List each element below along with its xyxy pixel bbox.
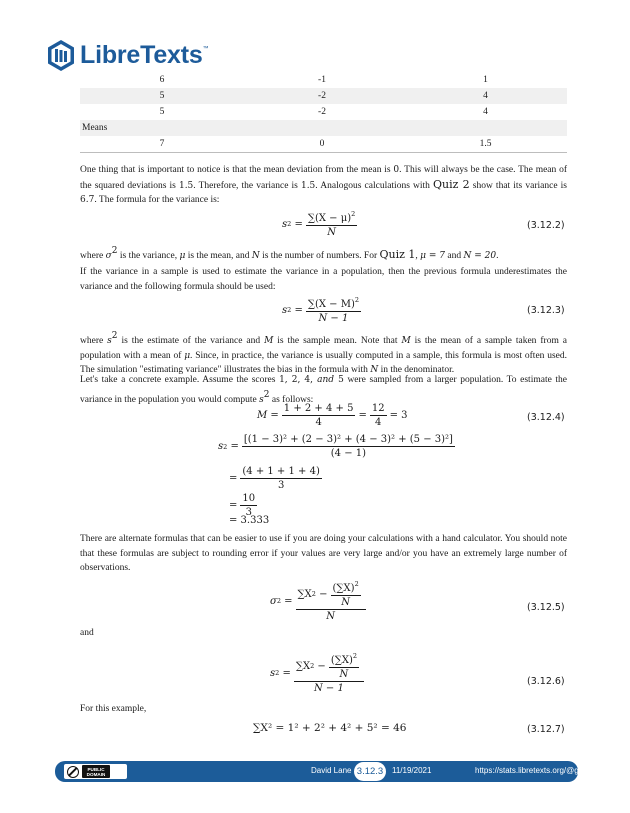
footer-page-number: 3.12.3 [354, 762, 386, 781]
paragraph-and: and [80, 628, 94, 638]
paragraph-for-this-example: For this example, [80, 704, 147, 714]
equation-sum-of-squares: ∑X² = 1² + 2² + 4² + 5² = 46 [253, 722, 407, 734]
quiz-1-link[interactable]: Quiz 1 [379, 248, 416, 261]
table-row [80, 104, 567, 120]
equation-variance-line-3: = $\frac{10}{3}$ [229, 493, 256, 518]
table-row-means [80, 120, 567, 136]
footer-bar [55, 761, 624, 782]
equation-variance-line-1: s 2 = $\frac{\text{[(1 − 3)² + (2 − 3)² + (4 − 3)² + (5 − 3)²]}}{(4 - 1)}$ [218, 434, 453, 459]
paragraph-variance-definition: where $\sigma^2$ is the variance, μ is the mean, and N is the number of numbers. For Quiz 1, μ = 7 and N = 20. [80, 246, 499, 261]
table-row [80, 88, 567, 104]
table-cell: 1 [483, 75, 488, 85]
equation-number: (3.12.2) [527, 220, 565, 231]
table-cell [400, 120, 567, 136]
footer-date: 11/19/2021 [392, 766, 432, 775]
equation-variance-line-2: = $\frac{(4 + 1 + 1 + 4)}{3}$ [229, 466, 320, 491]
equation-population-variance: s 2 = $\frac{\sum(X - \mu)^2}{N}$ [282, 210, 356, 238]
table-row [80, 136, 567, 152]
equation-number: (3.12.6) [527, 676, 565, 687]
equation-mean-computation: M = $\frac{1 + 2 + 4 + 5}{4}$ = $\frac{12}{4}$ = 3 [257, 403, 408, 428]
table-cell: 0 [240, 136, 400, 152]
equation-alt-sample-variance: s 2 = ∑X 2 − $\frac{(\sum X)^2}{N}$ N − 1 [270, 652, 367, 694]
equation-sample-variance: s 2 = $\frac{\sum(X - M)^2}{N - 1}$ [282, 296, 360, 324]
table-cell: 7 [80, 136, 240, 152]
table-cell: -2 [318, 107, 326, 117]
libretexts-logo[interactable] [46, 38, 209, 72]
public-domain-icon [67, 766, 79, 778]
deviation-table [80, 72, 567, 153]
table-cell: 4 [483, 107, 488, 117]
table-cell [240, 120, 400, 136]
paragraph-mean-deviation: One thing that is important to notice is that the mean deviation from the mean is 0. This will always be the case. The mean of the squared deviations is 1.5. Therefore, the variance is 1.5. Analogous calculations with Quiz 2 show that its variance is 6.7. The formula for the variance is: [80, 165, 567, 205]
table-cell: Means [80, 120, 240, 136]
table-cell: 5 [159, 107, 165, 117]
equation-number: (3.12.5) [527, 602, 565, 613]
libretexts-logo-icon [46, 39, 76, 72]
table-cell: 1.5 [400, 136, 567, 152]
table-cell: -1 [318, 75, 326, 85]
paragraph-alternate-formulas: There are alternate formulas that can be easier to use if you are doing your calculations with a hand calculator. You should note that these formulas are subject to rounding error if your values are very large and/or you have an extremely large number of observations. [80, 534, 567, 573]
table-row [80, 72, 567, 88]
paragraph-estimate-variance: where $s^2$ is the estimate of the variance and M is the sample mean. Note that M is the mean of a sample taken from a population with a mean of μ. Since, in practice, the variance is usually computed in a sample, this formula is most often used. The simulation "estimating variance" illustrates the bias in the formula with N in the denominator. [80, 331, 567, 375]
paragraph-sample-variance: If the variance in a sample is used to estimate the variance in a population, then the previous formula underestimates the variance and the following formula should be used: [80, 267, 567, 292]
logo-text: LibreTexts [80, 40, 203, 69]
quiz-2-link[interactable]: Quiz 2 [433, 177, 470, 191]
paragraph-concrete-example: Let's take a concrete example. Assume the scores 1, 2, 4, and 5 were sampled from a larger population. To estimate the variance in the population you would compute $s^2$ as follows: [80, 375, 568, 405]
logo-trademark: ™ [202, 46, 209, 52]
equation-number: (3.12.3) [527, 305, 565, 316]
footer-url-link[interactable]: https://stats.libretexts.org/@go/page/2306 [475, 766, 624, 775]
public-domain-badge[interactable]: PUBLIC DOMAIN [64, 764, 127, 779]
table-cell: 6 [159, 75, 165, 85]
equation-alt-population-variance: σ 2 = ∑X 2 − $\frac{(\sum X)^2}{N}$ N [270, 580, 369, 622]
table-cell: 5 [80, 88, 240, 104]
equation-number: (3.12.7) [527, 724, 565, 735]
equation-number: (3.12.4) [527, 412, 565, 423]
table-cell: 4 [400, 88, 567, 104]
equation-variance-line-4: = 3.333 [229, 515, 270, 526]
footer-author: David Lane [311, 766, 352, 775]
table-cell: -2 [240, 88, 400, 104]
